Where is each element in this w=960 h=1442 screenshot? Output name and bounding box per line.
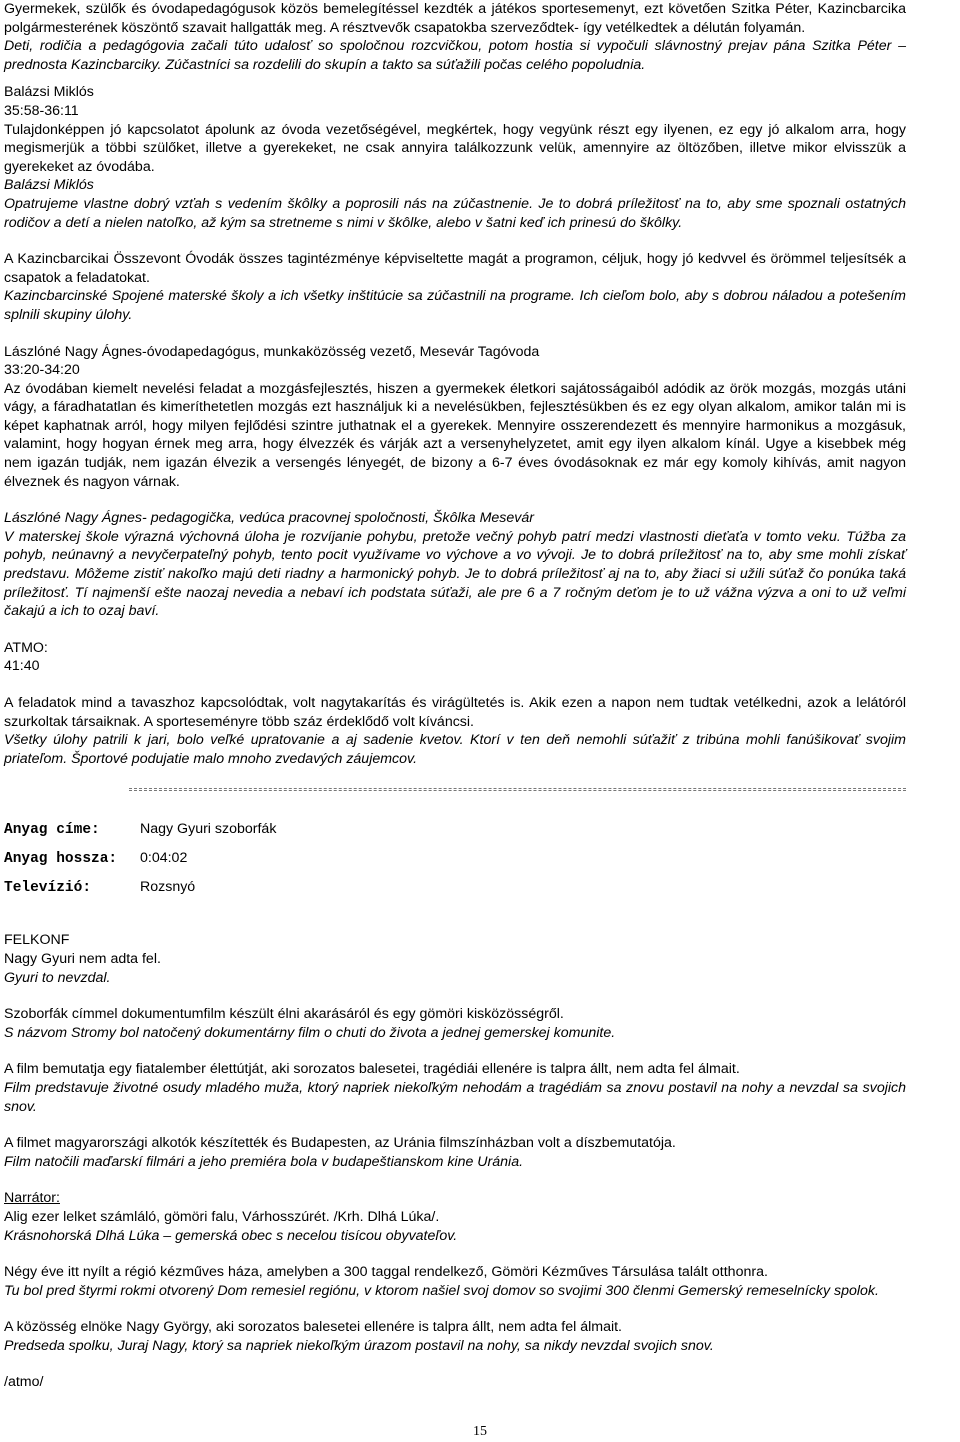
- quote-sk: Opatrujeme vlastne dobrý vzťah s vedením škôlky a poprosili nás na zúčastnenie. Je to dobrá príležitosť na to, aby sme spoznali ostatných rodičov a detí a nielen natoľko, až kým sa stretneme s nimi v škôlke, alebo v šatni keď ich prinesú do škôlky.: [4, 195, 906, 231]
- meta-divider: [129, 790, 906, 791]
- paragraph-hu: A Kazincbarcikai Összevont Óvodák összes tagintézménye képviseltette magát a programon, céljuk, hogy jó kedvvel és örömmel teljesítsék a csapatok a feladatokat.: [4, 251, 906, 286]
- document-page: [4, 0, 906, 1392]
- paragraph-sk: Predseda spolku, Juraj Nagy, ktorý sa napriek niekoľkým úrazom postavil na nohy, sa nikdy nevzdal svojich snov.: [4, 1337, 714, 1354]
- meta-value: Rozsnyó: [140, 879, 196, 896]
- speaker-name: Lászlóné Nagy Ágnes-óvodapedagógus, munkaközösség vezető, Mesevár Tagóvoda: [4, 343, 540, 360]
- meta-label: Televízió:: [4, 880, 92, 897]
- paragraph-sk: S názvom Stromy bol natočený dokumentárny film o chuti do života a jednej gemerskej komunite.: [4, 1024, 616, 1041]
- paragraph-hu: A közösség elnöke Nagy György, aki sorozatos balesetei ellenére is talpra állt, nem adta fel álmait.: [4, 1319, 622, 1336]
- meta-label: Anyag címe:: [4, 822, 100, 839]
- paragraph-hu: A feladatok mind a tavaszhoz kapcsolódtak, volt nagytakarítás és virágültetés is. Akik ezen a napon nem tudtak vetélkedni, azok a lelátóról szurkoltak társaiknak. A sporteseményre több száz érdeklődő volt kíváncsi.: [4, 695, 906, 730]
- narrator-label: Narrátor:: [4, 1190, 60, 1207]
- paragraph-hu: Nagy Gyuri nem adta fel.: [4, 950, 161, 967]
- quote-sk: V materskej škole výrazná výchovná úloha je rozvíjanie pohybu, pretože večný pohyb patrí medzi vlastnosti dieťaťa v tomto veku. Túžba za pohyb, neúnavný a nevyčerpateľný pohyb, tento pocit využívame vo výchove a vo vývoji. Je to dobrá príležitosť na to, aby sme mohli získať predstavu. Môžeme zistiť nakoľko majú deti riadny a harmonický pohyb. Je to dobrá príležitosť aj na to, aby žiaci si užili súťaž čo ponúka taká príležitosť. Tí najmenší ešte naozaj nevedia a nebaví ich podstata súťaži, ale pre 6 a 7 ročným deťom je to už vážna výzva a oni to už veľmi čakajú a ich to ozaj baví.: [4, 528, 906, 620]
- timecode: 35:58-36:11: [4, 102, 79, 119]
- atmo-end: /atmo/: [4, 1374, 44, 1391]
- meta-value: 0:04:02: [140, 850, 188, 867]
- paragraph-hu: A film bemutatja egy fiatalember élettútját, aki sorozatos balesetei, tragédiái ellenére is talpra állt, nem adta fel álmait.: [4, 1061, 740, 1078]
- meta-row-tv: [4, 878, 906, 907]
- paragraph-hu: Alig ezer lelket számláló, gömöri falu, Várhosszúrét. /Krh. Dlhá Lúka/.: [4, 1208, 440, 1225]
- page-number: 15: [473, 1424, 487, 1439]
- paragraph-sk: Film predstavuje životné osudy mladého muža, ktorý napriek niekoľkým nehodám a tragédiám sa znovu postavil na nohy a nevzdal sa svojich snov.: [4, 1079, 906, 1115]
- meta-row-title: [4, 820, 906, 849]
- paragraph-hu: Szoborfák címmel dokumentumfilm készült élni akarásáról és egy gömöri kisközösségről.: [4, 1006, 564, 1023]
- meta-divider: [129, 788, 906, 789]
- paragraph-sk: Kazincbarcinské Spojené materské školy a ich všetky inštitúcie sa zúčastnili na programe. Ich cieľom bolo, aby s dobrou náladou a potešením splnili skupiny úlohy.: [4, 288, 906, 323]
- meta-value: Nagy Gyuri szoborfák: [140, 821, 277, 838]
- speaker-name-sk: Balázsi Miklós: [4, 177, 94, 194]
- paragraph-sk: Gyuri to nevzdal.: [4, 969, 111, 986]
- quote-hu: Az óvodában kiemelt nevelési feladat a mozgásfejlesztés, hiszen a gyermekek életkori sajátosságaiból adódik az örök mozgás, mozgás utáni vágy, a fáradhatatlan és kimeríthetetlen mozgás ezt használjuk ki a nevelésükben, fejlesztésükben és ez egy olyan alkalom, amikor talán mi is képet kaphatnak arról, hogy milyen fejlődési szintre juthatnak el a gyerekek. Mennyire osszerendezett és mennyire harmonikus a mozgásuk, valamint, hogy hogyan érnek meg arra, hogy élvezzék és várják azt a versenyhelyzetet, amit egy ilyen alkalom kínál. Ugye a kisebbek még nem igazán tudják, nem igazán élvezik a versengés lényegét, de bizony a 6-7 éves óvodásoknak ez már egy komoly kihívás, amit nagyon élveznek és nagyon várnak.: [4, 380, 906, 490]
- speaker-name-sk: Lászlóné Nagy Ágnes- pedagogička, vedúca pracovnej spoločnosti, Škôlka Mesevár: [4, 510, 534, 527]
- quote-hu: Tulajdonképpen jó kapcsolatot ápolunk az óvoda vezetőségével, megkértek, hogy vegyünk részt egy ilyenen, ez egy jó alkalom arra, hogy megismerjük a többi szülőket, illetve a gyerekeket, ne csak annyira találkozzunk velük, amennyire az öltözőben, illetve mikor elvisszük a gyerekeket az óvodába.: [4, 121, 906, 175]
- meta-row-length: [4, 849, 906, 878]
- paragraph-sk: Film natočili maďarskí filmári a jeho premiéra bola v budapeštianskom kine Uránia.: [4, 1153, 524, 1170]
- paragraph-sk: Krásnohorská Dlhá Lúka – gemerská obec s necelou tisícou obyvateľov.: [4, 1227, 458, 1244]
- timecode: 33:20-34:20: [4, 362, 80, 379]
- atmo-label: ATMO:: [4, 639, 48, 656]
- intro-paragraph-sk: Deti, rodičia a pedagógovia začali túto udalosť so spoločnou rozcvičkou, potom hostia si vypočuli slávnostný prejav pána Szitka Péter – prednosta Kazincbarciky. Zúčastníci sa rozdelili do skupín a takto sa súťažili počas celého popoludnia.: [4, 38, 906, 73]
- intro-paragraph-hu: Gyermekek, szülők és óvodapedagógusok közös bemelegítéssel kezdték a játékos sportesemenyt, ezt követően Szitka Péter, Kazincbarcika polgármesterének köszöntő szavait hallgatták meg. A résztvevők csapatokba szerveződtek- így vetélkedtek a délután folyamán.: [4, 1, 906, 36]
- paragraph-hu: Négy éve itt nyílt a régió kézműves háza, amelyben a 300 taggal rendelkező, Gömöri Kézműves Társulása talált otthonra.: [4, 1264, 768, 1281]
- paragraph-sk: Tu bol pred štyrmi rokmi otvorený Dom remesiel regiónu, v ktorom našiel svoj domov so svojimi 300 členmi Gemerský remeselnícky spolok.: [4, 1282, 879, 1299]
- story-meta: [4, 786, 906, 907]
- paragraph-sk: Všetky úlohy patrili k jari, bolo veľké upratovanie a aj sadenie kvetov. Ktorí v ten deň nemohli súťažiť z tribúna mohli fanúšikovať svojim priateľom. Športové podujatie malo mnoho zvedavých záujemcov.: [4, 732, 906, 767]
- meta-label: Anyag hossza:: [4, 851, 118, 868]
- paragraph-hu: A filmet magyarországi alkotók készítették és Budapesten, az Uránia filmszínházban volt a díszbemutatója.: [4, 1135, 676, 1152]
- timecode: 41:40: [4, 658, 40, 675]
- felkonf-label: FELKONF: [4, 932, 70, 949]
- speaker-name: Balázsi Miklós: [4, 84, 94, 101]
